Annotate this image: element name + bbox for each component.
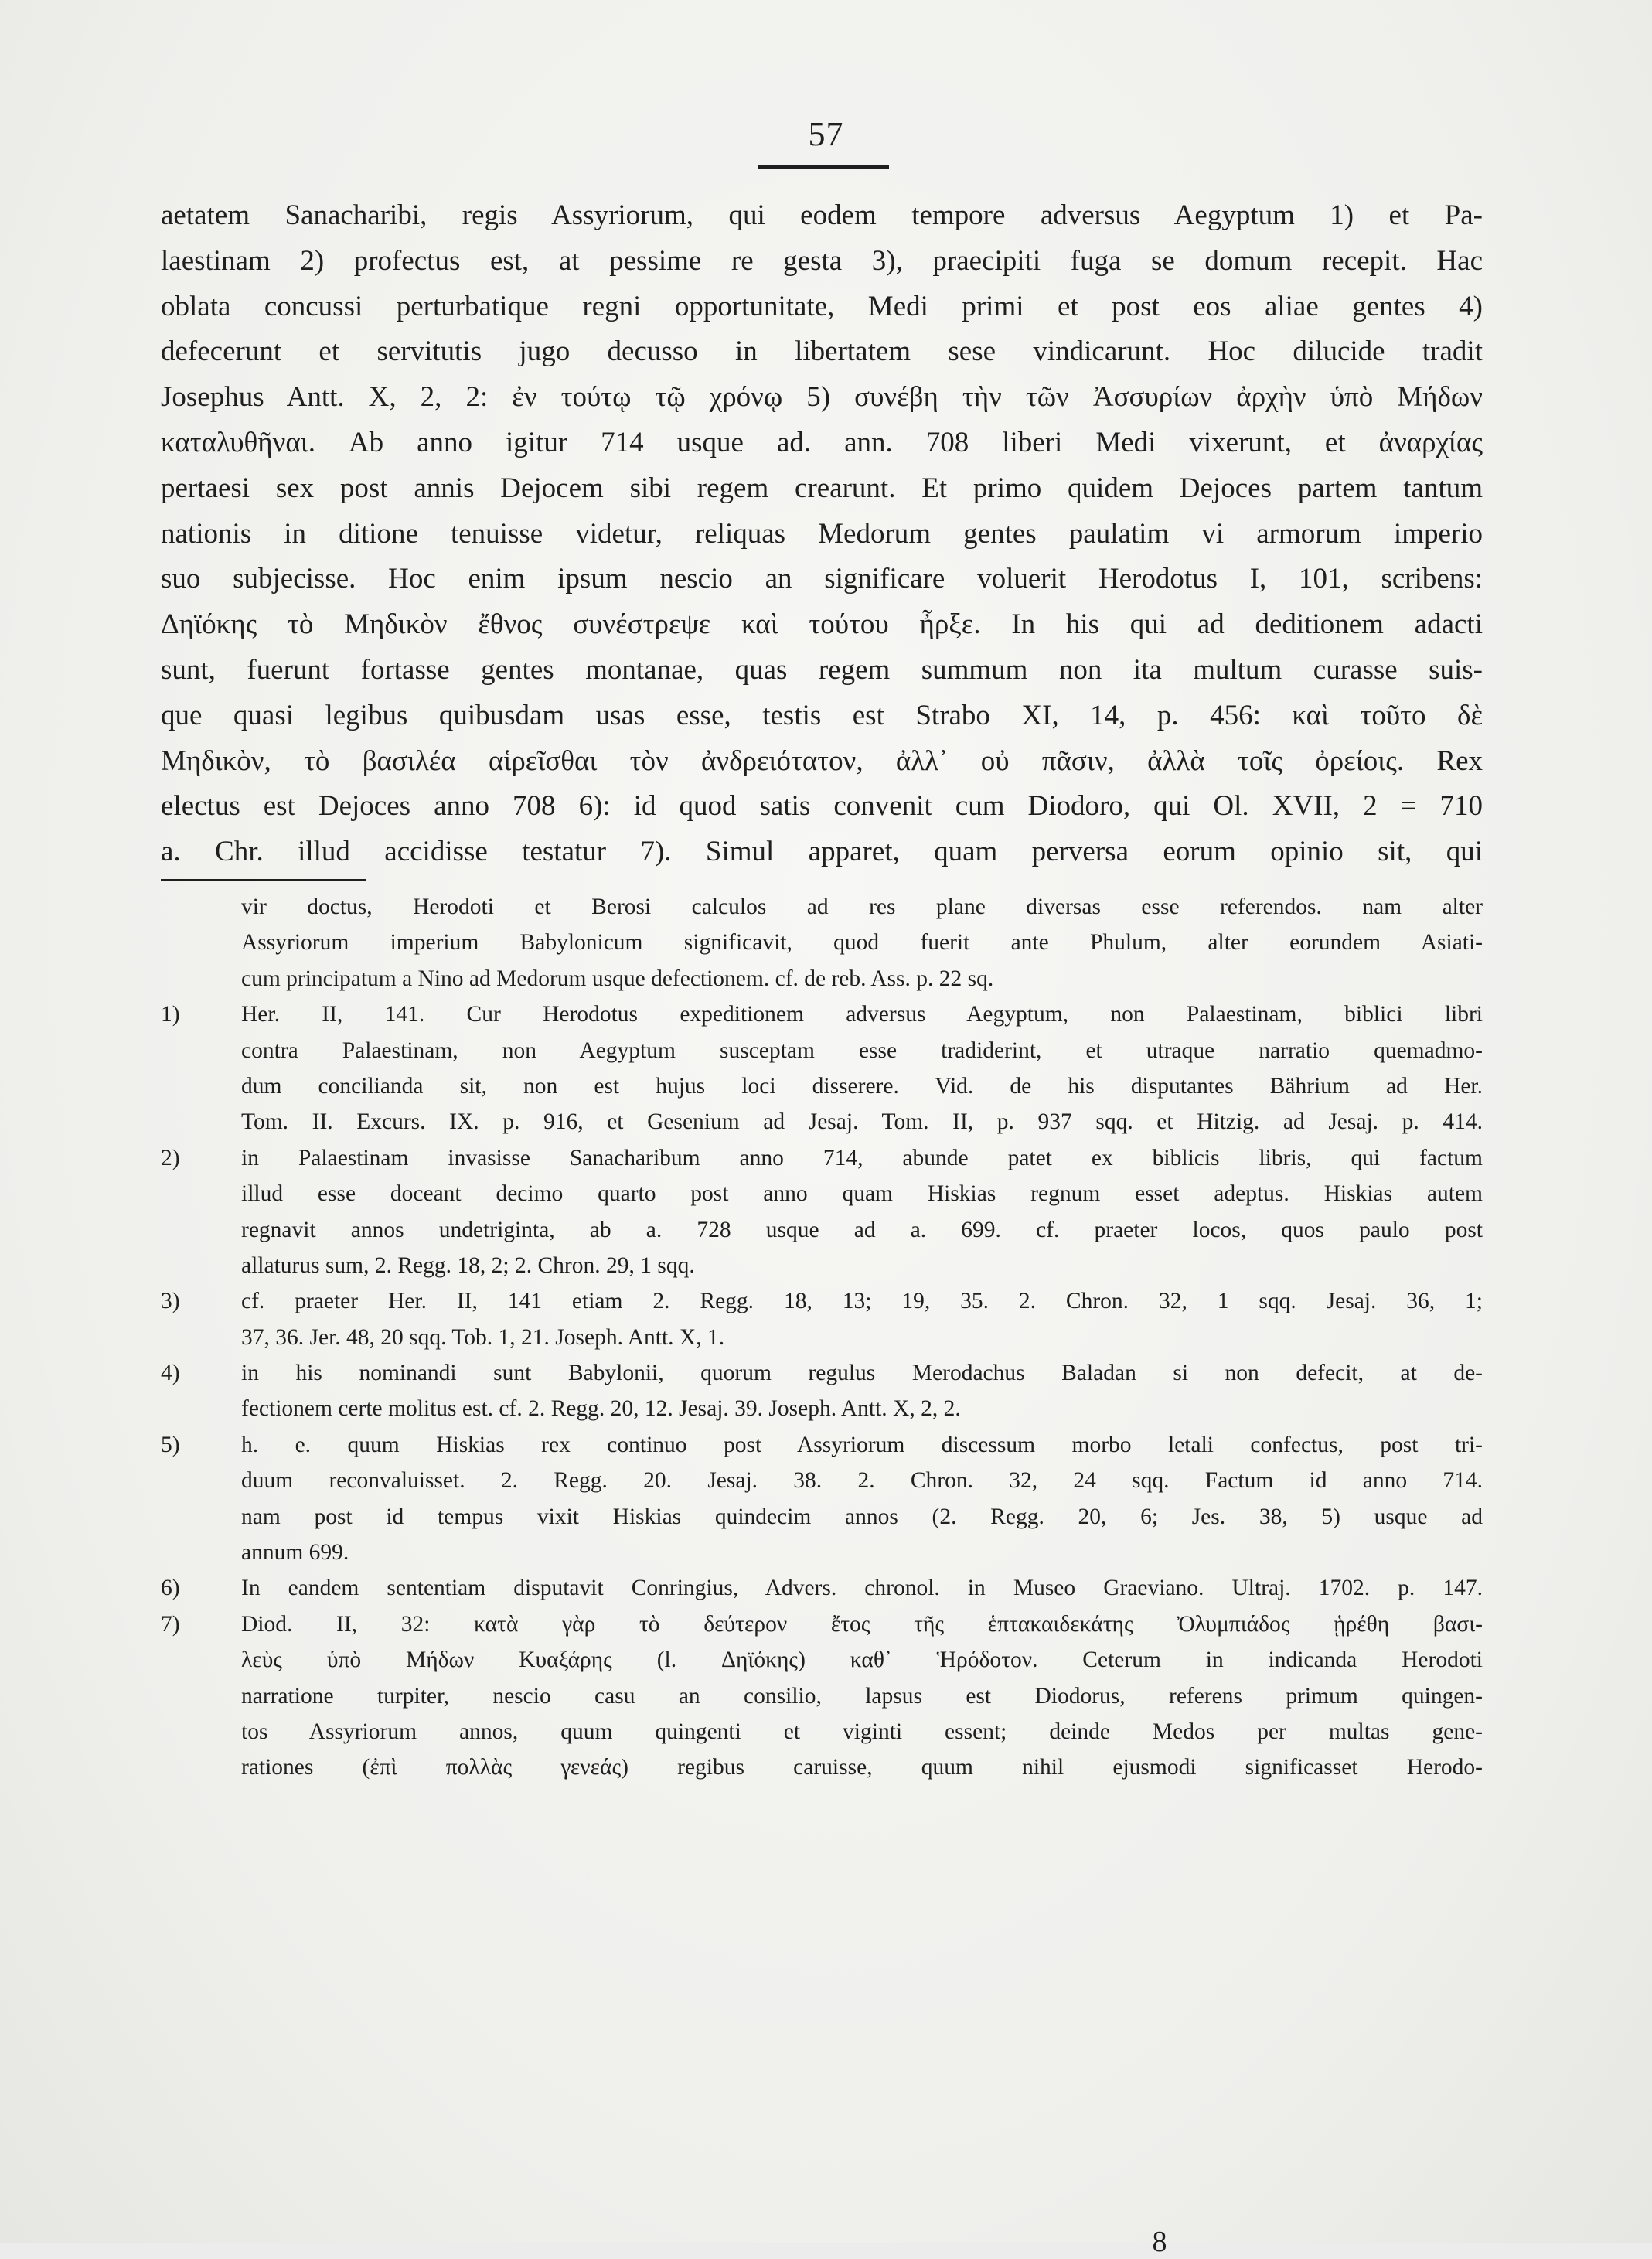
footnote-line: [161, 1750, 1483, 1785]
header-rule: [758, 165, 889, 169]
footnote-marker: 6): [161, 1576, 180, 1601]
main-text: [161, 193, 1483, 875]
text-line: electus est Dejoces anno 708 6): id quod satis convenit cum Diodoro, qui Ol. XVII, 2 = 710: [161, 790, 1483, 823]
footnote-text: cum principatum a Nino ad Medorum usque defectionem. cf. de reb. Ass. p. 22 sq.: [241, 966, 994, 991]
footnote-line: [161, 1212, 1483, 1248]
footnote-line: [161, 1570, 1483, 1606]
footnote-line: [161, 1642, 1483, 1678]
footnote-line: [161, 1391, 1483, 1426]
footnote-text: dum concilianda sit, non est hujus loci disserere. Vid. de his disputantes Bährium ad Her.: [241, 1073, 1483, 1099]
footnote-text: in his nominandi sunt Babylonii, quorum regulus Merodachus Baladan si non defecit, at de-: [241, 1361, 1483, 1386]
footnote-text: λεὺς ὑπὸ Μήδων Κυαξάρης (l. Δηϊόκης) καθ᾽ Ἡρόδοτον. Ceterum in indicanda Herodoti: [241, 1647, 1483, 1673]
text-line: pertaesi sex post annis Dejocem sibi regem crearunt. Et primo quidem Dejoces partem tantum: [161, 472, 1483, 504]
footnote-line: [161, 925, 1483, 960]
footnote-line: [161, 1499, 1483, 1535]
footnote-line: [161, 1678, 1483, 1714]
footnote-line: [161, 1714, 1483, 1750]
text-line: Josephus Antt. X, 2, 2: ἐν τούτῳ τῷ χρόνῳ 5) συνέβη τὴν τῶν Ἀσσυρίων ἀρχὴν ὑπὸ Μήδων: [161, 381, 1483, 414]
footnote-text: in Palaestinam invasisse Sanacharibum anno 714, abunde patet ex biblicis libris, qui factum: [241, 1145, 1483, 1170]
footnote-text: vir doctus, Herodoti et Berosi calculos ad res plane diversas esse referendos. nam alter: [241, 894, 1483, 919]
footnote-text: allaturus sum, 2. Regg. 18, 2; 2. Chron. 29, 1 sqq.: [241, 1252, 695, 1278]
footnote-text: contra Palaestinam, non Aegyptum susceptam esse tradiderint, et utraque narratio quemadmo-: [241, 1038, 1483, 1063]
footnote-text: regnavit annos undetriginta, ab a. 728 usque ad a. 699. cf. praeter locos, quos paulo post: [241, 1217, 1483, 1242]
footnote-text: Diod. II, 32: κατὰ γὰρ τὸ δεύτερον ἔτος τῆς ἑπτακαιδεκάτης Ὀλυμπιάδος ᾑρέθη βασι-: [241, 1611, 1483, 1637]
footnote-marker: 1): [161, 1002, 180, 1027]
footnote-marker: 5): [161, 1432, 180, 1457]
text-line: a. Chr. illud accidisse testatur 7). Simul apparet, quam perversa eorum opinio sit, qui: [161, 836, 1483, 868]
footnote-line: [161, 1104, 1483, 1140]
footnote-text: annum 699.: [241, 1540, 349, 1566]
footnote-text: cf. praeter Her. II, 141 etiam 2. Regg. 18, 13; 19, 35. 2. Chron. 32, 1 sqq. Jesaj. 36, 1;: [241, 1289, 1483, 1314]
footnote-line: [161, 961, 1483, 997]
footnote-text: duum reconvaluisset. 2. Regg. 20. Jesaj. 38. 2. Chron. 32, 24 sqq. Factum id anno 714.: [241, 1468, 1483, 1494]
footnote-line: [161, 1607, 1483, 1642]
text-line: defecerunt et servitutis jugo decusso in libertatem sese vindicarunt. Hoc dilucide tradit: [161, 336, 1483, 368]
footnote-marker: 2): [161, 1145, 180, 1170]
footnote-text: narratione turpiter, nescio casu an consilio, lapsus est Diodorus, referens primum quingen-: [241, 1683, 1483, 1709]
footnote-marker: 3): [161, 1289, 180, 1314]
text-line: que quasi legibus quibusdam usas esse, testis est Strabo XI, 14, p. 456: καὶ τοῦτο δὲ: [161, 699, 1483, 731]
footnote-text: 37, 36. Jer. 48, 20 sqq. Tob. 1, 21. Joseph. Antt. X, 1.: [241, 1324, 725, 1350]
footnote-line: [161, 1355, 1483, 1391]
footnote-text: Tom. II. Excurs. IX. p. 916, et Gesenium ad Jesaj. Tom. II, p. 937 sqq. et Hitzig. ad Jesaj. p. 414.: [241, 1109, 1483, 1135]
footnote-text: In eandem sententiam disputavit Conringius, Advers. chronol. in Museo Graeviano. Ultraj. 1702. p. 147.: [241, 1576, 1483, 1601]
text-line: sunt, fuerunt fortasse gentes montanae, quas regem summum non ita multum curasse suis-: [161, 653, 1483, 686]
footnote-line: [161, 1320, 1483, 1355]
text-line: Μηδικὸν, τὸ βασιλέα αἱρεῖσθαι τὸν ἀνδρειότατον, ἀλλ᾽ οὐ πᾶσιν, ἀλλὰ τοῖς ὀρείοις. Rex: [161, 744, 1483, 777]
text-line: Δηϊόκης τὸ Μηδικὸν ἔθνος συνέστρεψε καὶ τούτου ἦρξε. In his qui ad deditionem adacti: [161, 608, 1483, 641]
footnote-text: h. e. quum Hiskias rex continuo post Assyriorum discessum morbo letali confectus, post tri-: [241, 1432, 1483, 1457]
footnote-line: [161, 1248, 1483, 1283]
text-line: laestinam 2) profectus est, at pessime re gesta 3), praecipiti fuga se domum recepit. Hac: [161, 244, 1483, 277]
footnote-line: [161, 1463, 1483, 1498]
footnote-line: [161, 1427, 1483, 1463]
text-line: καταλυθῆναι. Ab anno igitur 714 usque ad. ann. 708 liberi Medi vixerunt, et ἀναρχίας: [161, 426, 1483, 458]
text-line: suo subjecisse. Hoc enim ipsum nescio an significare voluerit Herodotus I, 101, scribens:: [161, 563, 1483, 595]
signature-mark: 8: [1152, 2226, 1167, 2258]
footnote-line: [161, 1283, 1483, 1319]
footnote-marker: 7): [161, 1611, 180, 1637]
footnote-line: [161, 1176, 1483, 1211]
footnote-line: [161, 889, 1483, 925]
footnote-text: nam post id tempus vixit Hiskias quindecim annos (2. Regg. 20, 6; Jes. 38, 5) usque ad: [241, 1504, 1483, 1529]
footnote-line: [161, 1068, 1483, 1104]
footnote-text: Her. II, 141. Cur Herodotus expeditionem adversus Aegyptum, non Palaestinam, biblici libri: [241, 1002, 1483, 1027]
footnote-text: rationes (ἐπὶ πολλὰς γενεάς) regibus caruisse, quum nihil ejusmodi significasset Herodo-: [241, 1755, 1483, 1780]
footnote-marker: 4): [161, 1361, 180, 1386]
footnote-rule: [161, 879, 366, 881]
footnote-line: [161, 1033, 1483, 1068]
text-line: nationis in ditione tenuisse videtur, reliquas Medorum gentes paulatim vi armorum imperio: [161, 517, 1483, 550]
text-line: aetatem Sanacharibi, regis Assyriorum, qui eodem tempore adversus Aegyptum 1) et Pa-: [161, 199, 1483, 231]
footnote-line: [161, 1535, 1483, 1570]
footnote-text: illud esse doceant decimo quarto post anno quam Hiskias regnum esset adeptus. Hiskias autem: [241, 1181, 1483, 1207]
footnote-text: fectionem certe molitus est. cf. 2. Regg. 20, 12. Jesaj. 39. Joseph. Antt. X, 2, 2.: [241, 1396, 961, 1422]
footnotes: [161, 889, 1483, 1786]
text-line: oblata concussi perturbatique regni opportunitate, Medi primi et post eos aliae gentes 4): [161, 290, 1483, 322]
footnote-line: [161, 997, 1483, 1032]
footnote-text: Assyriorum imperium Babylonicum significavit, quod fuerit ante Phulum, alter eorundem Asiati-: [241, 930, 1483, 956]
page-number: 57: [808, 115, 844, 153]
footnote-text: tos Assyriorum annos, quum quingenti et viginti essent; deinde Medos per multas gene-: [241, 1719, 1483, 1744]
footnote-line: [161, 1140, 1483, 1176]
